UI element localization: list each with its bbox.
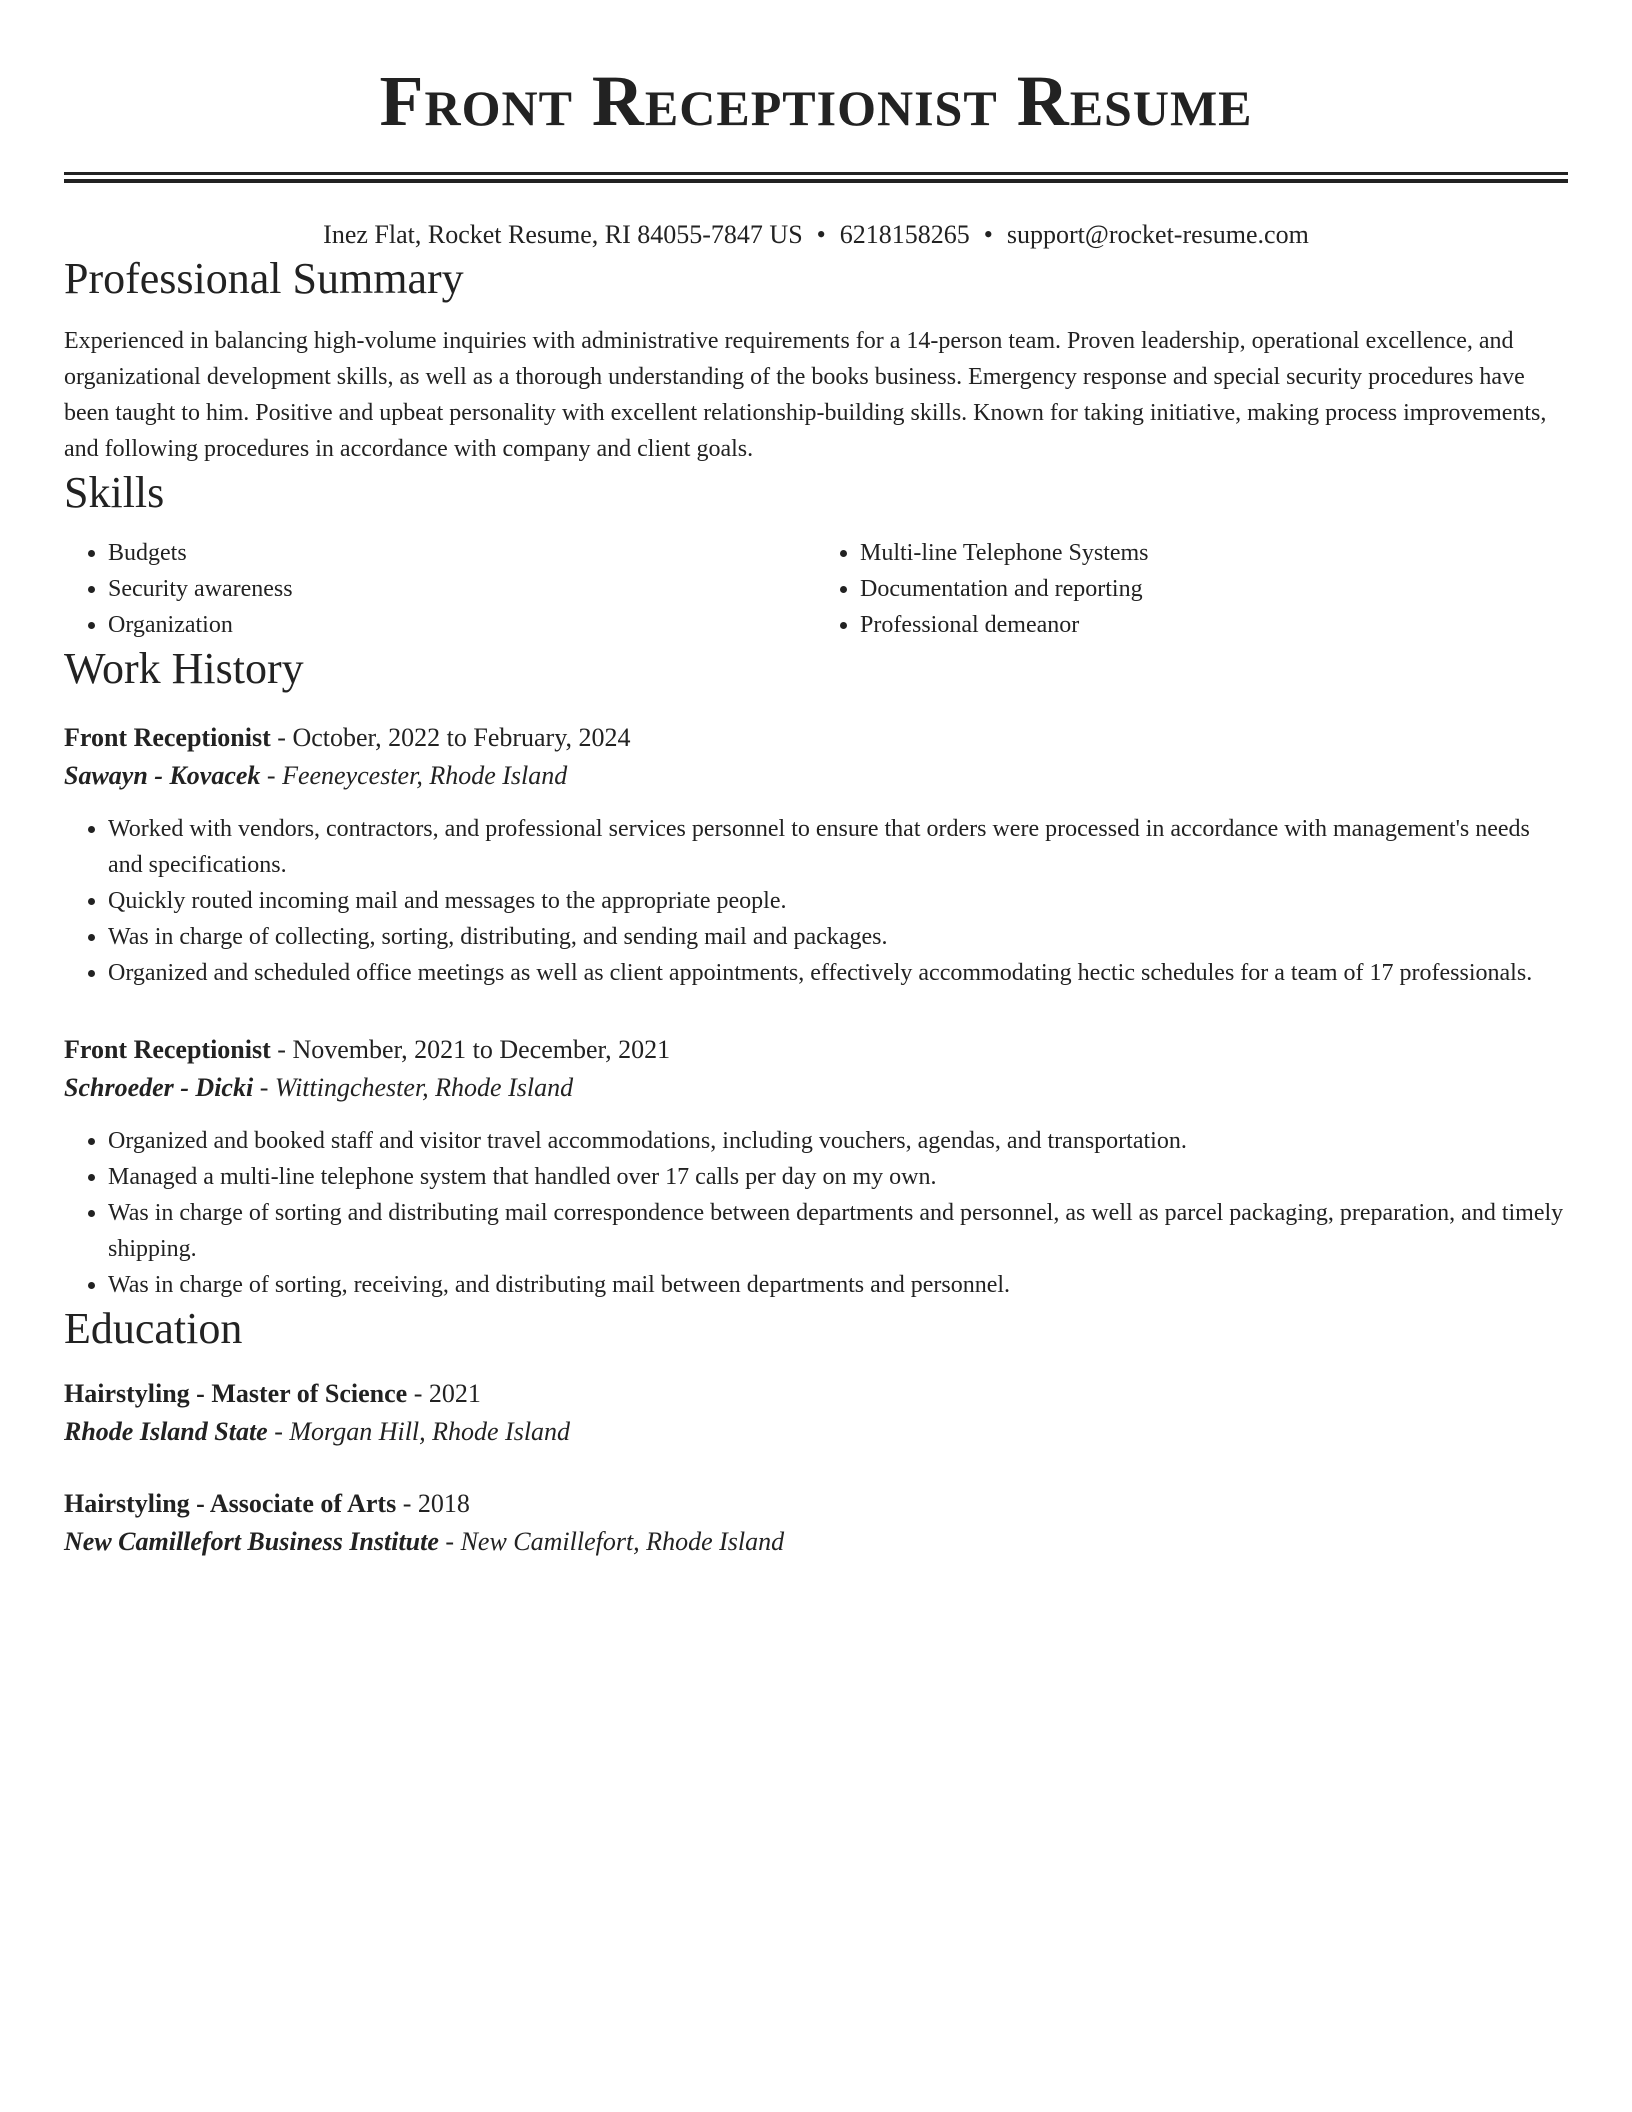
education-school: New Camillefort Business Institute <box>64 1527 439 1556</box>
education-entry <box>64 1375 1568 1451</box>
job-company-line <box>64 757 1568 795</box>
work-history-heading: Work History <box>64 644 304 693</box>
skill-item: • Professional demeanor <box>860 607 1568 643</box>
education-entry <box>64 1485 1568 1561</box>
title-divider <box>64 172 1568 175</box>
skill-item: • Multi-line Telephone Systems <box>860 535 1568 571</box>
contact-separator: • <box>816 220 826 249</box>
skills-list <box>64 535 1568 643</box>
education-degree: Hairstyling - Associate of Arts <box>64 1489 397 1518</box>
job-title-line <box>64 1031 1568 1069</box>
job-title: Front Receptionist <box>64 1035 271 1064</box>
contact-phone: 6218158265 <box>839 220 970 249</box>
skill-item: • Budgets <box>108 535 816 571</box>
job-bullets <box>64 1123 1568 1303</box>
skills-column-left <box>64 535 816 643</box>
job-bullet: • Worked with vendors, contractors, and professional services personnel to ensure that orders were processed in accordance with management's needs and specifications. <box>108 811 1568 883</box>
education-degree-line <box>64 1375 1568 1413</box>
education-year: - 2018 <box>396 1489 470 1518</box>
job-bullet: • Was in charge of collecting, sorting, distributing, and sending mail and packages. <box>108 919 1568 955</box>
contact-separator: • <box>983 220 993 249</box>
summary-heading: Professional Summary <box>64 254 464 303</box>
job-location: - Feeneycester, Rhode Island <box>260 761 568 790</box>
job-location: - Wittingchester, Rhode Island <box>253 1073 574 1102</box>
skill-item: • Security awareness <box>108 571 816 607</box>
job-dates: - October, 2022 to February, 2024 <box>270 723 631 752</box>
education-heading: Education <box>64 1304 243 1353</box>
job-bullet: • Organized and scheduled office meetings as well as client appointments, effectively accommodating hectic schedules for a team of 17 professionals. <box>108 955 1568 991</box>
skill-item: • Organization <box>108 607 816 643</box>
job-bullet: • Was in charge of sorting, receiving, and distributing mail between departments and personnel. <box>108 1267 1568 1303</box>
education-degree-line <box>64 1485 1568 1523</box>
job-title-line <box>64 719 1568 757</box>
resume-title: Front Receptionist Resume <box>379 61 1253 141</box>
education-school: Rhode Island State <box>64 1417 268 1446</box>
contact-line <box>64 217 1568 253</box>
contact-email: support@rocket-resume.com <box>1006 220 1309 249</box>
job-company-line <box>64 1069 1568 1107</box>
job-title: Front Receptionist <box>64 723 271 752</box>
job-bullet: • Managed a multi-line telephone system that handled over 17 calls per day on my own. <box>108 1159 1568 1195</box>
skill-item: • Documentation and reporting <box>860 571 1568 607</box>
job-company: Sawayn - Kovacek <box>64 761 261 790</box>
job-bullet: • Quickly routed incoming mail and messages to the appropriate people. <box>108 883 1568 919</box>
summary-text: Experienced in balancing high-volume inquiries with administrative requirements for a 14-person team. Proven leadership, operational excellence, and organizational development skills, as well as a thorough understanding of the books business. Emergency response and special security procedures have been taught to him. Positive and upbeat personality with excellent relationship-building skills. Known for taking initiative, making process improvements, and following procedures in accordance with company and client goals. <box>64 328 1547 462</box>
education-location: - Morgan Hill, Rhode Island <box>267 1417 571 1446</box>
education-school-line <box>64 1523 1568 1561</box>
skills-column-right <box>816 535 1568 643</box>
education-school-line <box>64 1413 1568 1451</box>
job-bullet: • Was in charge of sorting and distributing mail correspondence between departments and personnel, as well as parcel packaging, preparation, and timely shipping. <box>108 1195 1568 1267</box>
education-degree: Hairstyling - Master of Science <box>64 1379 408 1408</box>
job-entry <box>64 719 1568 991</box>
job-entry <box>64 1031 1568 1303</box>
job-dates: - November, 2021 to December, 2021 <box>270 1035 671 1064</box>
skills-heading: Skills <box>64 468 165 517</box>
job-bullet: • Organized and booked staff and visitor travel accommodations, including vouchers, agendas, and transportation. <box>108 1123 1568 1159</box>
education-location: - New Camillefort, Rhode Island <box>438 1527 785 1556</box>
job-bullets <box>64 811 1568 991</box>
contact-address: Inez Flat, Rocket Resume, RI 84055-7847 US <box>323 220 803 249</box>
job-company: Schroeder - Dicki <box>64 1073 254 1102</box>
education-year: - 2021 <box>407 1379 481 1408</box>
